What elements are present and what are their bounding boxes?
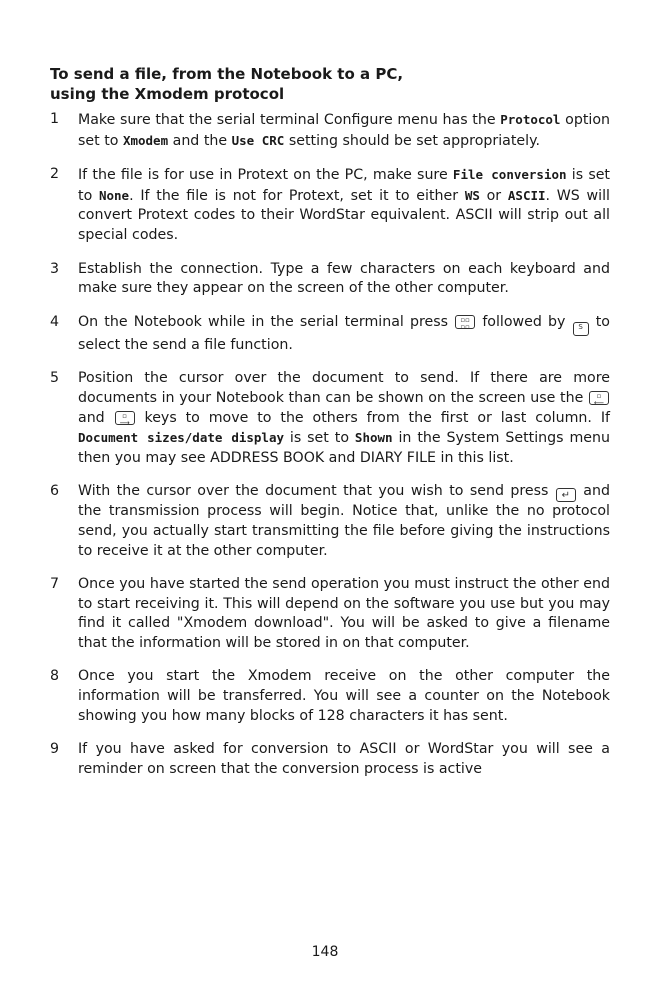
step-text-run: and the transmission process will begin. Notice that, unlike the no protocol send, you actually start transmitting the file before giving the instructions to receive it at the other computer. [78,483,610,559]
list-item [50,667,610,726]
step-text-run: keys to move to the others from the first or last column. If [135,409,611,426]
page-number: 148 [311,944,339,960]
step-text-run: option set to [78,112,611,149]
list-item [50,482,610,561]
step-text: Once you have started the send operation you must instruct the other end to start receiving it. This will depend on the software you use but you may find it called "Xmodem download". You will be asked to give a filename that the information will be stored in on that computer. [78,576,610,651]
step-number: 9 [50,741,60,758]
step-text [78,110,610,151]
step-text-run: Position the cursor over the document to send. If there are more documents in your Notebook than can be shown on the screen use the [78,370,610,406]
step-text-run: Make sure that the serial terminal Configure menu has the [78,112,501,128]
step-number: 6 [50,483,60,500]
step-text-run: With the cursor over the document that you wish to send press [78,483,555,500]
step-text-run: setting should be set appropriately. [284,132,540,149]
step-number: 2 [50,166,60,183]
step-text-run: and the [168,132,232,149]
section-heading [50,64,590,104]
step-number: 4 [50,313,60,330]
code-term: File conversion [452,167,567,183]
code-term: Document sizes/date display [78,430,284,446]
heading-line-2: using the Xmodem protocol [50,85,285,103]
calc-key-icon: ▫ ⟶ [115,411,135,425]
step-number: 5 [50,370,60,387]
step-text [78,165,610,245]
step-text-run: . If the file is not for Protext, set it to either [129,187,465,204]
list-item [50,313,610,356]
list-item [50,110,610,151]
enter-key-icon: ↵ [556,488,576,502]
list-item [50,575,610,653]
step-number: 7 [50,576,60,593]
word-key-icon: ▫ ⟵ [589,391,609,405]
code-term: Shown [354,430,393,446]
code-term: Use CRC [231,132,285,148]
code-term: Xmodem [122,132,169,148]
s-key-icon: S [573,322,589,336]
step-text-run: If the file is for use in Protext on the PC, make sure [78,167,453,184]
step-number: 8 [50,668,60,685]
step-text: Once you start the Xmodem receive on the other computer the information will be transferred. You will see a counter on the Notebook showing you how many blocks of 128 characters it has sent. [78,668,610,724]
step-text: If you have asked for conversion to ASCII or WordStar you will see a reminder on screen that the conversion process is active [78,741,610,777]
code-term: Protocol [500,112,561,127]
step-text-run: followed by [476,313,572,330]
step-text [78,369,610,468]
record-key-icon: ▫▫ ▫▫ [455,315,475,329]
list-item [50,165,610,245]
code-term: ASCII [507,187,546,203]
step-text-run: in the System Settings menu then you may see ADDRESS BOOK and DIARY FILE in this list. [78,430,610,466]
step-text-run: . WS will convert Protext codes to their WordStar equivalent. ASCII will strip out all special codes. [78,187,610,243]
step-text [78,313,610,356]
step-text-run: and [78,409,114,426]
step-text [78,482,610,561]
list-item [50,369,610,468]
step-text-run: to select the send a file function. [78,313,610,353]
heading-line-1: To send a file, from the Notebook to a PC, [50,65,404,83]
step-text-run: or [479,187,508,204]
step-text-run: is set to [78,167,610,204]
steps-list [50,110,610,793]
step-text-run: On the Notebook while in the serial terminal press [78,313,455,330]
list-item [50,740,610,779]
step-number: 1 [50,111,60,127]
step-text-run: is set to [284,430,355,447]
code-term: None [98,187,130,203]
list-item [50,260,610,299]
step-text: Establish the connection. Type a few characters on each keyboard and make sure they appear on the screen of the other computer. [78,260,610,297]
step-number: 3 [50,260,60,277]
code-term: WS [464,187,480,203]
